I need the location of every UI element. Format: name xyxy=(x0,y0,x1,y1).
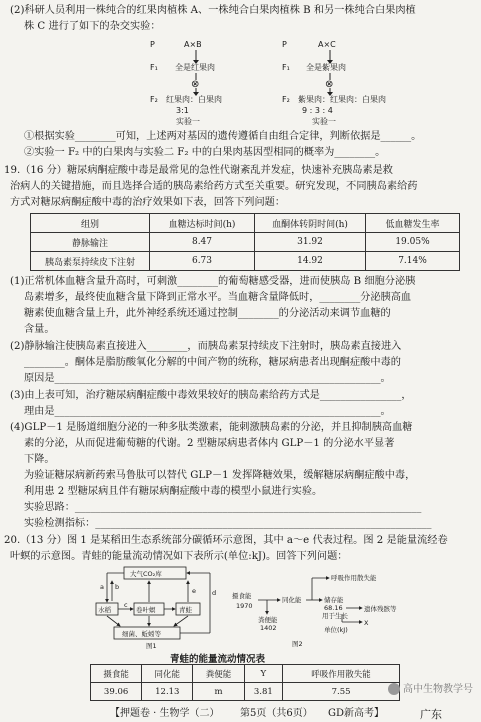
q19-p1-l3: 糖素使血糖含量上升，此外神经系统还通过控制________的分泌活动来调节血糖的 xyxy=(24,308,391,319)
table-cell: 6.73 xyxy=(150,252,255,271)
exp1-cross: A×B xyxy=(184,40,202,49)
exp1-name: 实验一 xyxy=(176,117,200,126)
table-cell: 31.92 xyxy=(255,233,366,252)
exp2-f1-label: F₁ xyxy=(282,63,290,72)
q19-line3: 方式对糖尿病酮症酸中毒的治疗效果如下表，回答下列问题： xyxy=(10,197,286,208)
q19-p4-l7: 实验检测指标：__________________________________________________________________ xyxy=(24,518,432,529)
q20-table xyxy=(90,664,400,701)
table-header: 血酮体转阴时间(h) xyxy=(255,214,366,233)
fig1-caption: 图1 xyxy=(146,642,157,649)
exp2-f2: 紫果肉：红果肉：白果肉 xyxy=(298,95,386,104)
q19-p1-l2: 岛素增多，最终使血糖含量下降到正常水平。当血糖含量降低时，________分泌胰高血 xyxy=(24,292,412,303)
figure-2-energy-flow xyxy=(232,570,412,650)
q19-p4-l3: 下降。 xyxy=(24,454,55,465)
q19-p4-l2: 素的分泌，从而促进葡萄糖的代谢。2 型糖尿病患者体内 GLP－1 的分泌水平显著 xyxy=(24,438,395,449)
watermark xyxy=(388,680,473,695)
table-header: 粪便能 xyxy=(193,665,244,683)
fig2-feces: 粪便能 xyxy=(258,616,278,624)
exp2-f2-label: F₂ xyxy=(282,95,290,104)
table-cell: 7.55 xyxy=(283,683,400,701)
q19-p4-l1: (4)GLP－1 是肠道细胞分泌的一种多肽类激素，能刺激胰岛素的分泌，并且抑制胰高血糖 xyxy=(10,422,413,433)
q19-p3-l1: (3)由上表可知，治疗糖尿病酮症酸中毒效果较好的胰岛素给药方式是________________， xyxy=(10,390,412,401)
exp1-f2-label: F₂ xyxy=(150,95,158,104)
fig1-e: e xyxy=(192,587,196,595)
table-header: Y xyxy=(244,665,283,683)
q19-table xyxy=(30,213,460,271)
table-header: 低血糖发生率 xyxy=(366,214,460,233)
table-cell: 19.05% xyxy=(366,233,460,252)
exp1-p: P xyxy=(150,40,155,49)
table-header-row xyxy=(31,214,460,233)
fig1-decomp: 细菌、蚯蚓等 xyxy=(122,630,161,638)
cross-diagrams xyxy=(0,36,481,126)
fig1-atm: 大气CO₂库 xyxy=(130,570,162,578)
page-footer xyxy=(0,700,481,720)
table-header: 呼吸作用散失能 xyxy=(283,665,400,683)
exp2-cross: A×C xyxy=(318,40,336,49)
fig1-b: b xyxy=(115,583,120,591)
fig2-resp: 呼吸作用散失能 xyxy=(331,574,377,582)
q19-p1-l1: (1)正常机体血糖含量升高时，可刺激________的葡萄糖感受器，进而使胰岛 B 细胞分泌胰 xyxy=(10,276,416,287)
fig1-c: c xyxy=(124,601,128,609)
exp2-name: 实验一 xyxy=(312,117,336,126)
q19-p2-l1: (2)静脉输注使胰岛素直接进入________，而胰岛素泵持续皮下注射时，胰岛素直接进入 xyxy=(10,341,402,352)
table-header: 摄食能 xyxy=(91,665,142,683)
q18-sub2: ②实验一 F₂ 中的白果肉与实验二 F₂ 中的白果肉基因型相同的概率为________。 xyxy=(24,147,386,158)
exp2-p: P xyxy=(282,40,287,49)
footer-region: 广东 xyxy=(420,708,442,721)
fig2-x: X xyxy=(364,619,369,627)
exp1-f1-label: F₁ xyxy=(150,63,158,72)
q18-line1: (2)科研人员利用一株纯合的红果肉植株 A、一株纯合白果肉植株 B 和另一株纯合白果肉植 xyxy=(10,5,416,16)
exp2-selfing: ⊗ xyxy=(325,79,334,90)
table-cell: 12.13 xyxy=(142,683,193,701)
table-cell: 39.06 xyxy=(91,683,142,701)
q19-line2: 治病人的关键措施，而且选择合适的胰岛素给药方式至关重要。研究发现，不同胰岛素给药 xyxy=(10,181,418,192)
table-cell: 14.92 xyxy=(255,252,366,271)
q19-p3-l2: 理由是________________________________________________________________。 xyxy=(24,406,391,417)
footer-page: 第5页（共6页） xyxy=(240,708,313,719)
q20-line2: 叶螟的示意图。青蛙的能量流动情况如下表所示(单位:kJ)。回答下列问题： xyxy=(10,551,348,562)
fig1-a: a xyxy=(100,583,104,591)
fig2-assim: 同化能 xyxy=(282,596,302,604)
fig1-frog: 青蛙 xyxy=(179,606,192,614)
q19-p4-l4: 为验证糖尿病新药索马鲁肽可以替代 GLP－1 发挥降糖效果，缓解糖尿病酮症酸中毒， xyxy=(24,470,416,481)
q20-table-title: 青蛙的能量流动情况表 xyxy=(170,654,266,665)
fig2-store: 储存能 xyxy=(324,596,344,604)
wechat-icon xyxy=(388,683,400,695)
fig1-d: d xyxy=(212,589,217,597)
fig2-unit: 单位(kJ) xyxy=(324,626,348,634)
fig1-moth: 卷叶螟 xyxy=(136,606,156,614)
q19-p1-l4: 含量。 xyxy=(24,324,55,335)
table-row xyxy=(91,683,400,701)
fig1-rice: 水稻 xyxy=(98,606,111,614)
exp2-f1: 全是紫果肉 xyxy=(306,63,346,72)
table-cell: 7.14% xyxy=(366,252,460,271)
table-cell: 胰岛素泵持续皮下注射 xyxy=(31,252,150,271)
fig2-v1970: 1970 xyxy=(236,602,253,610)
table-cell: 3.81 xyxy=(244,683,283,701)
q19-p4-l5: 利用患 2 型糖尿病且伴有糖尿病酮症酸中毒的模型小鼠进行实验。 xyxy=(24,486,323,497)
exp2-ratio: 9 : 3 : 4 xyxy=(302,106,333,115)
watermark-text: 高中生物教学号 xyxy=(403,684,473,695)
fig2-v1402: 1402 xyxy=(260,624,277,632)
footer-left: 【押题卷 · 生物学（二） xyxy=(110,708,220,719)
figure-1-carbon-cycle xyxy=(90,565,220,649)
q19-p2-l3: 原因是________________________________________________________________。 xyxy=(24,373,391,384)
table-cell: 8.47 xyxy=(150,233,255,252)
exp1-f1: 全是红果肉 xyxy=(175,63,215,72)
table-cell: 静脉输注 xyxy=(31,233,150,252)
fig2-intake: 摄食能 xyxy=(232,592,252,600)
table-header: 血糖达标时间(h) xyxy=(150,214,255,233)
fig2-v6816: 68.16 xyxy=(324,604,343,612)
q19-line1: 19.（16 分）糖尿病酮症酸中毒是最常见的急性代谢紊乱并发症，快速补充胰岛素是救 xyxy=(4,165,393,176)
table-header: 组别 xyxy=(31,214,150,233)
table-cell: m xyxy=(193,683,244,701)
exp1-f2: 红果肉：白果肉 xyxy=(166,95,222,104)
exp1-selfing: ⊗ xyxy=(191,79,200,90)
table-header-row xyxy=(91,665,400,683)
q20-line1: 20.（13 分）图 1 是某稻田生态系统部分碳循环示意图，其中 a～e 代表过程。图 2 是能量流经卷 xyxy=(4,535,448,546)
q19-p4-l6: 实验思路：____________________________________________________________________ xyxy=(24,502,422,513)
exp1-ratio: 3:1 xyxy=(176,106,189,115)
table-row xyxy=(31,252,460,271)
fig2-caption: 图2 xyxy=(292,640,303,648)
fig2-remains: 遗体残骸等 xyxy=(364,605,397,613)
footer-right: GD新高考】 xyxy=(328,708,385,719)
fig2-growth: 用于生长 xyxy=(322,612,348,620)
q19-p2-l2: ________。酮体是脂肪酸氧化分解的中间产物的统称，糖尿病患者出现酮症酸中毒的 xyxy=(24,357,401,368)
table-row xyxy=(31,233,460,252)
q18-line2: 株 C 进行了如下的杂交实验： xyxy=(24,21,161,32)
table-header: 同化能 xyxy=(142,665,193,683)
q18-sub1: ①根据实验________可知，上述两对基因的遗传遵循自由组合定律，判断依据是______。 xyxy=(24,131,422,142)
